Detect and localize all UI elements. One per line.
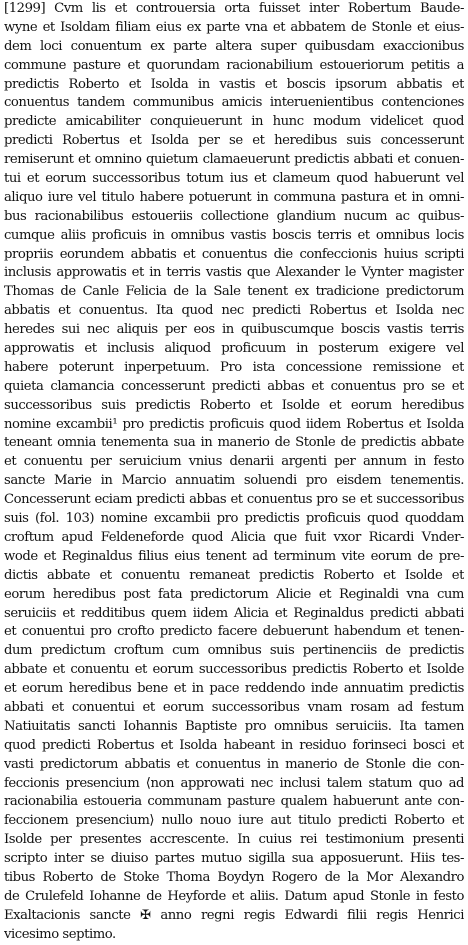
text-line: dem loci conuentum ex parte altera super quibusdam exaccionibus (4, 38, 464, 54)
text-line: aliquo iure vel titulo habere potuerunt in communa pastura et in omni- (4, 189, 464, 205)
text-line: inclusis approwatis et in terris vastis que Alexander le Vynter magister (4, 265, 464, 281)
text-line: et conuentu per seruicium vnius denarii argenti per annum in festo (4, 454, 464, 470)
text-line: propriis eorundem abbatis et conuentus die confeccionis huius scripti (4, 246, 464, 262)
text-line: Isolde per presentes accrescente. In cuius rei testimonium presenti (4, 832, 464, 848)
text-line: de Crulefeld Iohanne de Heyforde et aliis. Datum apud Stonle in festo (4, 888, 464, 904)
text-line: remiserunt et omnino quietum clamaeuerunt predictis abbati et conuen- (4, 152, 464, 168)
text-line: cumque aliis proficuis in omnibus vastis boscis terris et omnibus locis (4, 227, 464, 243)
text-line: eorum heredibus post fata predictorum Alicie et Reginaldi vna cum (4, 586, 464, 602)
text-line: predicti Robertus et Isolda per se et heredibus suis concesserunt (4, 133, 464, 149)
text-line: successoribus suis predictis Roberto et Isolde et eorum heredibus (4, 397, 464, 413)
text-line: et eorum heredibus bene et in pace reddendo inde annuatim predictis (4, 681, 464, 697)
text-line: Thomas de Canle Felicia de la Sale tenent ex tradicione predictorum (4, 284, 464, 300)
text-line: vicesimo septimo. (4, 926, 116, 942)
text-line: habere poterunt inperpetuum. Pro ista concessione remissione et (4, 359, 464, 375)
text-line: scripto inter se diuiso partes mutuo sigilla sua apposuerunt. Hiis tes- (4, 851, 464, 867)
text-line: croftum apud Feldeneforde quod Alicia que fuit vxor Ricardi Vnder- (4, 529, 464, 545)
text-line: wode et Reginaldus filius eius tenent ad terminum vite eorum de pre- (4, 548, 464, 564)
text-line: commune pasture et quorundam racionabilium estoueriorum petitis a (4, 57, 464, 73)
text-line: predicte amicabiliter conquieuerunt in hunc modum videlicet quod (4, 114, 464, 130)
text-line: dictis abbate et conuentu remaneat predictis Roberto et Isolde et (4, 567, 464, 583)
text-line: tibus Roberto de Stoke Thoma Boydyn Rogero de la Mor Alexandro (4, 869, 464, 885)
text-line: abbati et conuentui et eorum successoribus vnam rosam ad festum (4, 699, 464, 715)
text-line: feccionem presencium⟩ nullo nouo iure aut titulo predicti Roberto et (4, 813, 464, 829)
text-line: quod predicti Robertus et Isolda habeant in residuo forinseci bosci et (4, 737, 464, 753)
text-line: feccionis presencium ⟨non approwati nec inclusi talem statum quo ad (4, 775, 464, 791)
text-line: [1299] Cvm lis et controuersia orta fuisset inter Robertum Baude- (4, 1, 464, 16)
text-line: sancte Marie in Marcio annuatim soluendi pro eisdem tenementis. (4, 473, 464, 489)
text-line: racionabilia estoueria communam pasture qualem habuerunt ante con- (4, 794, 464, 810)
text-line: teneant omnia tenementa sua in manerio de Stonle de predictis abbate (4, 435, 464, 451)
text-line: abbate et conuentu et eorum successoribus predictis Roberto et Isolde (4, 662, 464, 678)
text-line: Exaltacionis sancte ✠ anno regni regis Edwardi filii regis Henrici (4, 907, 464, 923)
text-line: nomine excambii¹ pro predictis proficuis quod iidem Robertus et Isolda (4, 416, 464, 432)
text-line: seruiciis et redditibus quem iidem Alicia et Reginaldus predicti abbati (4, 605, 464, 621)
text-line: abbatis et conuentus. Ita quod nec predicti Robertus et Isolda nec (4, 303, 464, 319)
text-line: approwatis et inclusis aliquod proficuum in posterum exigere vel (4, 341, 464, 357)
document-page (4, 0, 464, 945)
text-line: wyne et Isoldam filiam eius ex parte vna et abbatem de Stonle et eius- (4, 19, 464, 35)
text-line: quieta clamancia concesserunt predicti abbas et conuentus pro se et (4, 378, 464, 394)
text-line: tui et eorum successoribus totum ius et clameum quod habuerunt vel (4, 171, 464, 187)
text-line: predictis Roberto et Isolda in vastis et boscis ipsorum abbatis et (4, 76, 464, 92)
text-line: bus racionabilibus estoueriis collectione glandium nucum ac quibus- (4, 208, 464, 224)
text-line: suis (fol. 103) nomine excambii pro predictis proficuis quod quoddam (4, 511, 464, 527)
text-line: vasti predictorum abbatis et conuentus in manerio de Stonle die con- (4, 756, 464, 772)
text-line: conuentus tandem communibus amicis interuenientibus contenciones (4, 95, 464, 111)
text-line: et conuentui pro crofto predicto facere debuerunt habendum et tenen- (4, 624, 464, 640)
text-line: heredes sui nec aliquis per eos in quibuscumque boscis vastis terris (4, 322, 464, 338)
text-line: dum predictum croftum cum omnibus suis pertinenciis de predictis (4, 643, 464, 659)
text-line: Concesserunt eciam predicti abbas et conuentus pro se et successoribus (4, 492, 464, 508)
text-line: Natiuitatis sancti Iohannis Baptiste pro omnibus seruiciis. Ita tamen (4, 718, 464, 734)
